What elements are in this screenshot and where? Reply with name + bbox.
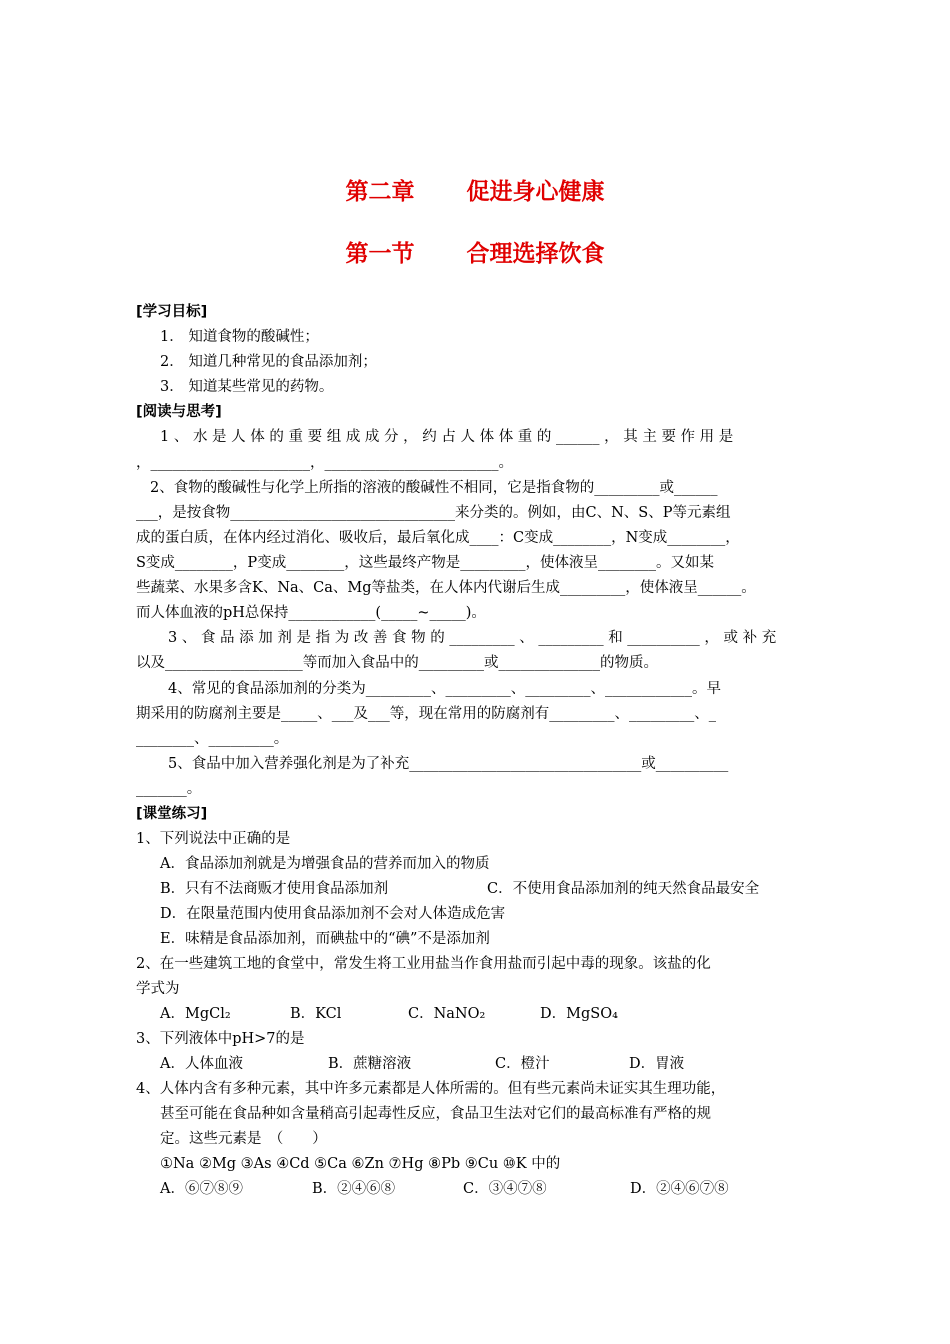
chapter-name: 促进身心健康 — [466, 179, 605, 205]
goal-item: 3． 知道某些常见的药物。 — [160, 379, 334, 395]
question-4-line1: 4、人体内含有多种元素，其中许多元素都是人体所需的。但有些元素尚未证实其生理功能， — [136, 1081, 726, 1097]
question-4-option-c: C．③④⑦⑧ — [463, 1181, 547, 1197]
reading-p2-line1: 2、食物的酸碱性与化学上所指的溶液的酸碱性不相同，它是指食物的_________或______ — [150, 480, 718, 496]
chapter-title — [0, 173, 950, 206]
question-4-option-b: B．②④⑥⑧ — [312, 1181, 396, 1197]
question-3: 3、下列液体中pH>7的是 — [136, 1031, 305, 1047]
chapter-number: 第二章 — [345, 179, 415, 205]
question-1-option-a: A．食品添加剂就是为增强食品的营养而加入的物质 — [160, 856, 490, 872]
reading-heading: [阅读与思考] — [136, 404, 222, 420]
question-4-option-a: A．⑥⑦⑧⑨ — [160, 1181, 243, 1197]
question-4-option-d: D．②④⑥⑦⑧ — [630, 1181, 729, 1197]
reading-p2-line6: 而人体血液的pH总保持____________(_____~_____)。 — [136, 605, 486, 621]
question-1-option-c: C．不使用食品添加剂的纯天然食品最安全 — [487, 881, 760, 897]
reading-p3-line1: 3 、 食 品 添 加 剂 是 指 为 改 善 食 物 的 _________ 、 _________ 和 __________ ， 或 补 充 — [168, 630, 777, 646]
reading-p4-line2: 期采用的防腐剂主要是_____、___及___等，现在常用的防腐剂有_________、_________、_ — [136, 706, 716, 722]
section-name: 合理选择饮食 — [466, 241, 605, 267]
reading-p5-line1: 5、食品中加入营养强化剂是为了补充________________________________或__________ — [168, 756, 729, 772]
question-2-option-b: B．KCl — [290, 1006, 342, 1022]
reading-p2-line4: S变成________，P变成________，这些最终产物是_________，使体液呈________。又如某 — [136, 555, 714, 571]
reading-p2-line5: 些蔬菜、水果多含K、Na、Ca、Mg等盐类，在人体内代谢后生成_________，使体液呈______。 — [136, 580, 756, 596]
question-3-option-d: D．胃液 — [629, 1056, 685, 1072]
reading-p4-line3: ________、_________。 — [136, 731, 289, 747]
question-4-line2: 甚至可能在食品种如含量稍高引起毒性反应，食品卫生法对它们的最高标准有严格的规 — [160, 1106, 711, 1122]
goal-item: 1． 知道食物的酸碱性； — [160, 329, 319, 345]
practice-heading: [课堂练习] — [136, 806, 208, 822]
question-2-line2: 学式为 — [136, 981, 180, 997]
reading-p5-line2: _______。 — [136, 781, 202, 797]
question-2-option-d: D．MgSO₄ — [540, 1006, 618, 1022]
goals-heading: [学习目标] — [136, 304, 208, 320]
question-4-line3: 定。这些元素是 （ ） — [160, 1131, 327, 1147]
goal-item: 2． 知道几种常见的食品添加剂； — [160, 354, 377, 370]
question-3-option-b: B．蔗糖溶液 — [328, 1056, 412, 1072]
question-1: 1、下列说法中正确的是 — [136, 831, 291, 847]
reading-p1-line1: 1 、 水 是 人 体 的 重 要 组 成 成 分 ， 约 占 人 体 体 重 的 ______ ， 其 主 要 作 用 是 — [160, 429, 734, 445]
reading-p3-line2: 以及___________________等而加入食品中的_________或______________的物质。 — [136, 655, 658, 671]
question-1-option-e: E．味精是食品添加剂，而碘盐中的“碘”不是添加剂 — [160, 931, 490, 947]
reading-p4-line1: 4、常见的食品添加剂的分类为_________、_________、_________、____________。早 — [168, 681, 721, 697]
question-2-line1: 2、在一些建筑工地的食堂中，常发生将工业用盐当作食用盐而引起中毒的现象。该盐的化 — [136, 956, 711, 972]
section-number: 第一节 — [345, 241, 415, 267]
question-3-option-c: C．橙汁 — [495, 1056, 550, 1072]
question-1-option-d: D．在限量范围内使用食品添加剂不会对人体造成危害 — [160, 906, 506, 922]
question-3-option-a: A．人体血液 — [160, 1056, 243, 1072]
question-1-option-b: B．只有不法商贩才使用食品添加剂 — [160, 881, 389, 897]
reading-p2-line2: ___，是按食物_______________________________来分类的。例如，由C、N、S、P等元素组 — [136, 505, 731, 521]
reading-p1-line2: ，______________________，________________________。 — [136, 455, 513, 471]
question-2-option-c: C．NaNO₂ — [408, 1006, 486, 1022]
reading-p2-line3: 成的蛋白质，在体内经过消化、吸收后，最后氧化成____：C变成________，N变成________， — [136, 530, 740, 546]
section-title — [0, 235, 950, 268]
question-4-elements: ①Na ②Mg ③As ④Cd ⑤Ca ⑥Zn ⑦Hg ⑧Pb ⑨Cu ⑩K 中的 — [160, 1156, 561, 1172]
question-2-option-a: A．MgCl₂ — [160, 1006, 231, 1022]
